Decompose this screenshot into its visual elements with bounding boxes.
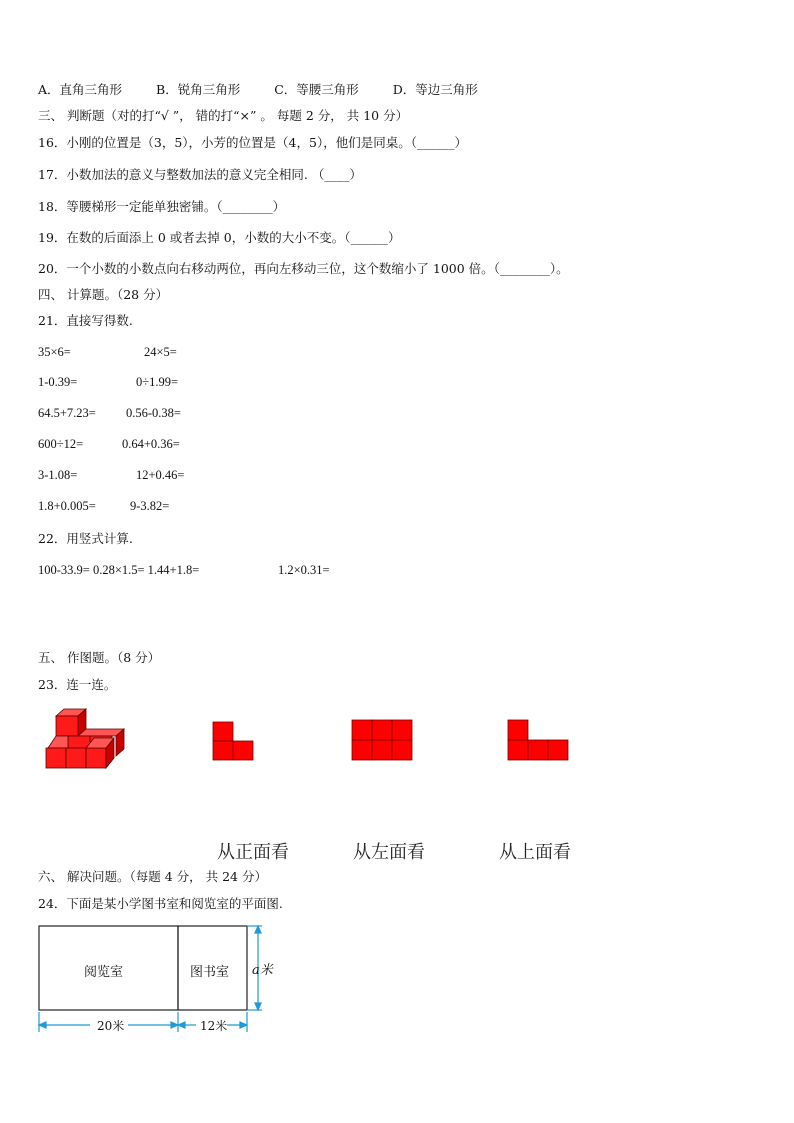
height-dimension-label: a米	[252, 963, 273, 978]
library-room-label: 图书室	[190, 965, 230, 980]
view-label-top: 从上面看	[499, 842, 571, 863]
calc-right: 24×5=	[144, 345, 177, 359]
reading-room-label: 阅览室	[84, 965, 124, 980]
calc-right: 0÷1.99=	[136, 375, 179, 389]
width-20-label: 20米	[97, 1019, 125, 1033]
question-17: 17．小数加法的意义与整数加法的意义完全相同. （____）	[38, 167, 362, 182]
calc-left: 64.5+7.23=	[38, 406, 96, 420]
question-19: 19．在数的后面添上 0 或者去掉 0，小数的大小不变。（______）	[38, 230, 401, 245]
option-a: A．直角三角形	[38, 82, 123, 97]
question-22-title: 22．用竖式计算.	[38, 531, 133, 546]
section-5-title: 五、 作图题。（8 分）	[38, 650, 161, 665]
view-label-front: 从正面看	[217, 842, 289, 863]
question-18: 18．等腰梯形一定能单独密铺。（________）	[38, 199, 286, 214]
floor-plan-diagram	[36, 922, 276, 1042]
section-4-title: 四、 计算题。（28 分）	[38, 287, 169, 302]
view-shape-l-small	[212, 721, 254, 761]
question-23-title: 23．连一连。	[38, 677, 117, 692]
section-3-title: 三、 判断题（对的打“√ ”， 错的打“×” 。 每题 2 分， 共 10 分）	[38, 108, 409, 123]
vertical-calc-group: 100-33.9= 0.28×1.5= 1.44+1.8=	[38, 563, 200, 577]
view-shape-l-long	[507, 719, 569, 761]
option-b: B．锐角三角形	[156, 82, 241, 97]
section-6-title: 六、 解决问题。（每题 4 分， 共 24 分）	[38, 869, 267, 884]
question-20: 20．一个小数的小数点向右移动两位，再向左移动三位，这个数缩小了 1000 倍。（________）。	[38, 261, 569, 276]
calc-left: 3-1.08=	[38, 468, 78, 482]
question-24-title: 24．下面是某小学图书室和阅览室的平面图.	[38, 896, 283, 911]
vertical-calc-last: 1.2×0.31=	[278, 563, 330, 577]
width-12-label: 12米	[200, 1019, 228, 1033]
option-d: D．等边三角形	[392, 82, 478, 97]
view-label-left: 从左面看	[353, 842, 425, 863]
view-shape-rectangle	[351, 719, 413, 761]
calc-right: 9-3.82=	[130, 499, 170, 513]
calc-right: 12+0.46=	[136, 468, 185, 482]
calc-right: 0.64+0.36=	[122, 437, 180, 451]
calc-left: 600÷12=	[38, 437, 84, 451]
choice-options	[38, 82, 478, 98]
question-16: 16．小刚的位置是（3，5），小芳的位置是（4，5），他们是同桌。（______）	[38, 135, 467, 150]
calc-left: 1.8+0.005=	[38, 499, 96, 513]
question-21-title: 21．直接写得数.	[38, 313, 133, 328]
calc-left: 35×6=	[38, 345, 71, 359]
option-c: C．等腰三角形	[274, 82, 359, 97]
calc-left: 1-0.39=	[38, 375, 78, 389]
calc-right: 0.56-0.38=	[126, 406, 181, 420]
cube-stack-figure	[44, 708, 126, 770]
